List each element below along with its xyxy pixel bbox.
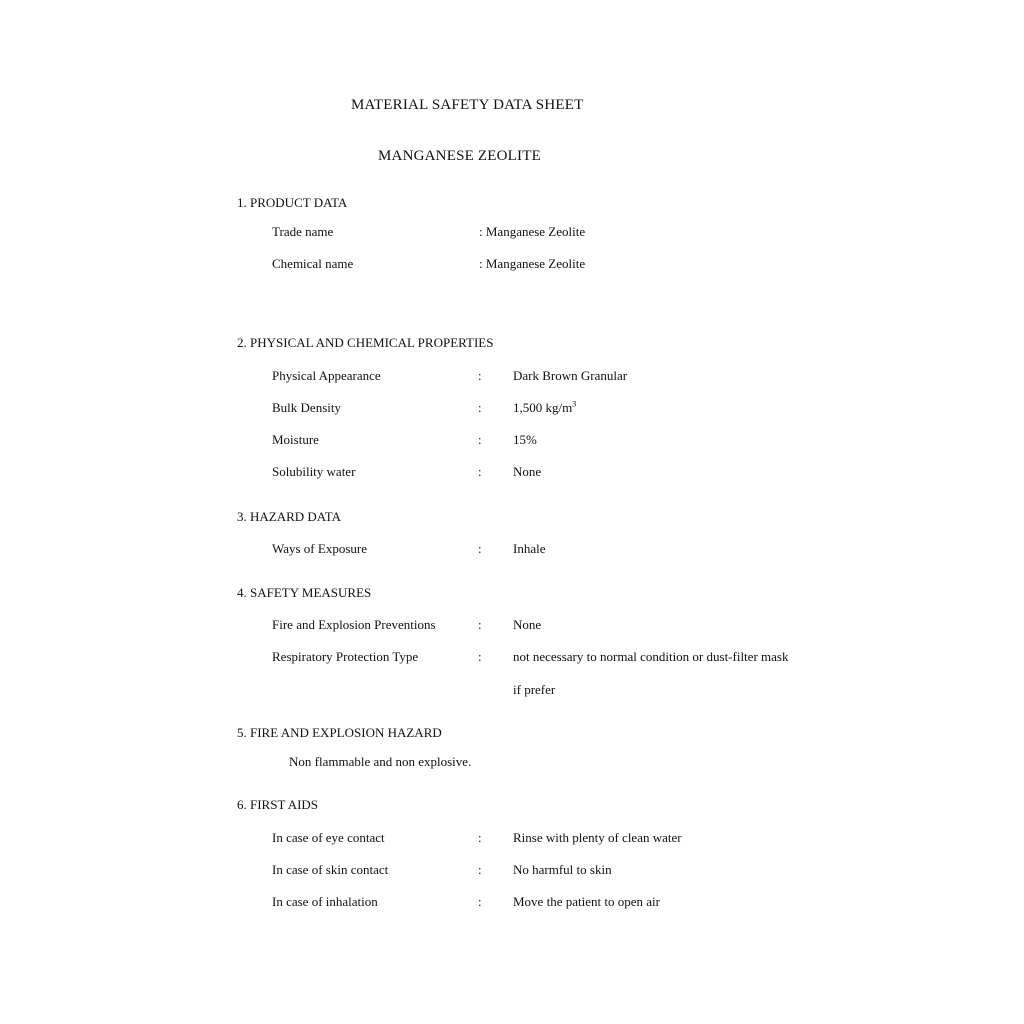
bulk-density-value-text: 1,500 kg/m (513, 400, 573, 415)
row-label-inhalation: In case of inhalation (272, 894, 378, 909)
row-value-inhalation: Move the patient to open air (513, 894, 660, 909)
row-value-moisture: 15% (513, 432, 537, 447)
section-heading-safety-measures: 4. SAFETY MEASURES (237, 585, 372, 600)
row-separator: : (478, 464, 482, 479)
row-label-eye-contact: In case of eye contact (272, 830, 385, 845)
row-value-respiratory-protection: not necessary to normal condition or dust-filter mask (513, 649, 789, 664)
row-value-ways-of-exposure: Inhale (513, 541, 546, 556)
row-label-fire-explosion-preventions: Fire and Explosion Preventions (272, 617, 436, 632)
row-value-solubility-water: None (513, 464, 542, 479)
document-subtitle: MANGANESE ZEOLITE (378, 148, 541, 164)
row-separator: : (478, 894, 482, 909)
row-value-eye-contact: Rinse with plenty of clean water (513, 830, 682, 845)
row-separator: : (478, 862, 482, 877)
bulk-density-unit-exponent: 3 (572, 399, 577, 409)
row-separator: : (478, 830, 482, 845)
row-label-physical-appearance: Physical Appearance (272, 368, 381, 383)
section-heading-physical-chemical: 2. PHYSICAL AND CHEMICAL PROPERTIES (237, 335, 494, 350)
row-value-trade-name: : Manganese Zeolite (479, 224, 586, 239)
fire-explosion-hazard-text: Non flammable and non explosive. (289, 754, 472, 769)
row-label-moisture: Moisture (272, 432, 319, 447)
section-heading-hazard-data: 3. HAZARD DATA (237, 509, 342, 524)
row-separator: : (478, 432, 482, 447)
row-separator: : (478, 617, 482, 632)
row-value-skin-contact: No harmful to skin (513, 862, 612, 877)
row-label-trade-name: Trade name (272, 224, 334, 239)
row-separator: : (478, 368, 482, 383)
row-label-solubility-water: Solubility water (272, 464, 356, 479)
row-label-skin-contact: In case of skin contact (272, 862, 389, 877)
row-label-bulk-density: Bulk Density (272, 400, 341, 415)
row-value-respiratory-protection-continued: if prefer (513, 682, 556, 697)
row-value-bulk-density (513, 400, 576, 416)
section-heading-fire-explosion-hazard: 5. FIRE AND EXPLOSION HAZARD (237, 725, 442, 740)
section-heading-product-data: 1. PRODUCT DATA (237, 195, 348, 210)
row-value-chemical-name: : Manganese Zeolite (479, 256, 586, 271)
row-separator: : (478, 541, 482, 556)
row-value-physical-appearance: Dark Brown Granular (513, 368, 628, 383)
document-title: MATERIAL SAFETY DATA SHEET (351, 97, 584, 113)
row-separator: : (478, 400, 482, 415)
row-label-ways-of-exposure: Ways of Exposure (272, 541, 367, 556)
row-label-respiratory-protection: Respiratory Protection Type (272, 649, 419, 664)
row-value-fire-explosion-preventions: None (513, 617, 542, 632)
row-separator: : (478, 649, 482, 664)
section-heading-first-aids: 6. FIRST AIDS (237, 797, 319, 812)
row-label-chemical-name: Chemical name (272, 256, 354, 271)
